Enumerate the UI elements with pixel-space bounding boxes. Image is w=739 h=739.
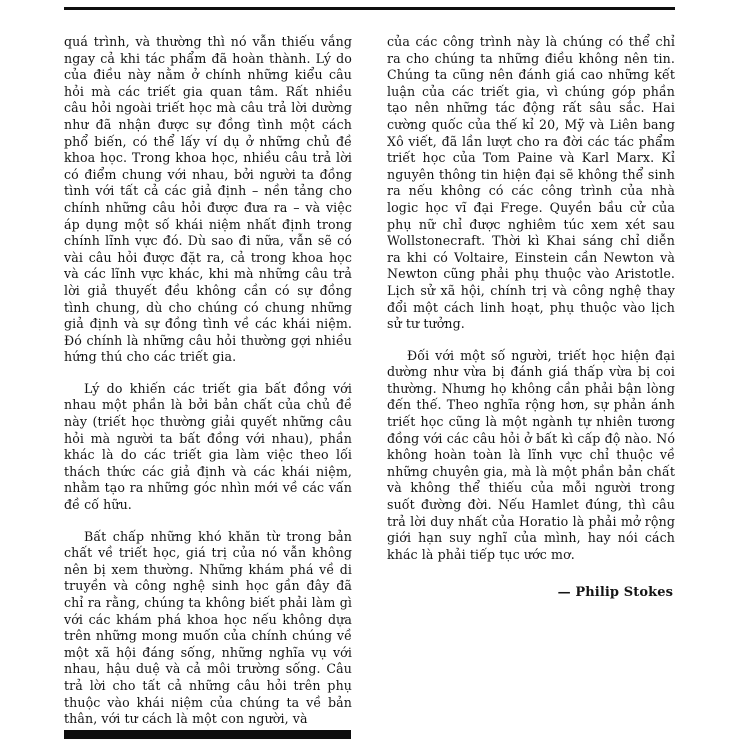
text-columns (64, 34, 675, 739)
top-rule (64, 7, 675, 10)
paragraph: Đối với một số người, triết học hiện đại dường như vừa bị đánh giá thấp vừa bị coi thường. Nhưng họ không cần phải bận lòng đến thế. Theo nghĩa rộng hơn, sự phản ánh triết học cũng là một ngành tự nhiên tương đồng với các câu hỏi ở bất kì cấp độ nào. Nó không hoàn toàn là lĩnh vực chỉ thuộc về những chuyên gia, mà là một phần bản chất và không thể thiếu của mỗi người trong suốt đường đời. Nếu Hamlet đúng, thì câu trả lời duy nhất của Horatio là phải mở rộng giới hạn suy nghĩ của mình, hay nói cách khác là phải tiếp tục ước mơ. (387, 347, 675, 562)
paragraph: quá trình, và thường thì nó vẫn thiếu vắng ngay cả khi tác phẩm đã hoàn thành. Lý do của điều này nằm ở chính những kiểu câu hỏi mà các triết gia quan tâm. Rất nhiều câu hỏi ngoài triết học mà câu trả lời dường như đã nhận được sự đồng tình một cách phổ biến, có thể lấy ví dụ ở những chủ đề khoa học. Trong khoa học, nhiều câu trả lời có điểm chung với nhau, bởi người ta đồng tình với tất cả các giả định – nền tảng cho chính những câu hỏi được đưa ra – và việc áp dụng một số khái niệm nhất định trong chính lĩnh vực đó. Dù sao đi nữa, vẫn sẽ có vài câu hỏi được đặt ra, cả trong khoa học và các lĩnh vực khác, khi mà những câu trả lời giả thuyết đều không cần có sự đồng tình chung, dù cho chúng có chung những giả định và sự đồng tình về các khái niệm. Đó chính là những câu hỏi thường gợi nhiều hứng thú cho các triết gia. (64, 34, 352, 365)
paragraph: của các công trình này là chúng có thể chỉ ra cho chúng ta những điều không nên tin. Chúng ta cũng nên đánh giá cao những kết luận của các triết gia, vì chúng góp phần tạo nên những tác động rất sâu sắc. Hai cường quốc của thế kỉ 20, Mỹ và Liên bang Xô viết, đã lần lượt cho ra đời các tác phẩm triết học của Tom Paine và Karl Marx. Kỉ nguyên thông tin hiện đại sẽ không thể sinh ra nếu không có các công trình của nhà logic học vĩ đại Frege. Quyền bầu cử của phụ nữ chỉ được nghiêm túc xem xét sau Wollstonecraft. Thời kì Khai sáng chỉ diễn ra khi có Voltaire, Einstein cần Newton và Newton cũng phải phụ thuộc vào Aristotle. Lịch sử xã hội, chính trị và công nghệ thay đổi một cách linh hoạt, phụ thuộc vào lịch sử tư tưởng. (387, 34, 675, 332)
paragraph: Bất chấp những khó khăn từ trong bản chất về triết học, giá trị của nó vẫn không nên bị xem thường. Những khám phá về di truyền và công nghệ sinh học gần đây đã chỉ ra rằng, chúng ta không biết phải làm gì với các khám phá khoa học nếu không dựa trên những mong muốn của chính chúng về một xã hội đáng sống, những nghĩa vụ với nhau, hậu duệ và cả môi trường sống. Câu trả lời cho tất cả những câu hỏi trên phụ thuộc vào khái niệm của chúng ta về bản thân, với tư cách là một con người, và (64, 528, 352, 727)
paragraph: Lý do khiến các triết gia bất đồng với nhau một phần là bởi bản chất của chủ đề này (triết học thường giải quyết những câu hỏi mà người ta bất đồng với nhau), phần khác là do các triết gia làm việc theo lối thách thức các giả định và các khái niệm, nhằm tạo ra những góc nhìn mới về các vấn đề cố hữu. (64, 380, 352, 513)
left-column (64, 34, 352, 739)
section-divider-bar (64, 730, 351, 739)
right-column (387, 34, 675, 739)
author-signature: — Philip Stokes (557, 585, 673, 601)
